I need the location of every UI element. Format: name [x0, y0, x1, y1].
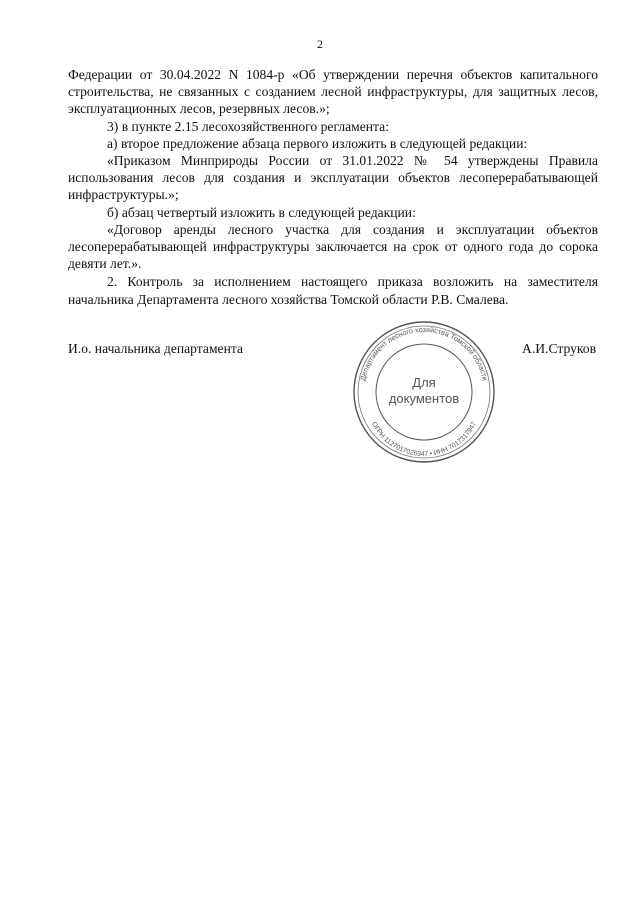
- page-number: 2: [317, 37, 323, 51]
- signatory-position: И.о. начальника департамента: [68, 341, 243, 356]
- paragraph-2: 3) в пункте 2.15 лесохозяйственного регламента:: [107, 118, 389, 134]
- paragraph-1: Федерации от 30.04.2022 N 1084-р «Об утверждении перечня объектов капитального строительства, не связанных с созданием лесной инфраструктуры, для защитных лесов, эксплуатационных лесов, резервных лесов.»;: [68, 67, 598, 117]
- paragraph-5: б) абзац четвертый изложить в следующей редакции:: [107, 204, 416, 220]
- body-text: [68, 66, 598, 308]
- stamp-center-line2: документов: [388, 391, 460, 406]
- paragraph-4: «Приказом Минприроды России от 31.01.2022 № 54 утверждены Правила использования лесов для создания и эксплуатации объектов лесоперерабатывающей инфраструктуры.»;: [68, 153, 598, 203]
- svg-text:ОГРН 1127017026347 • ИНН 70173: [370, 421, 478, 458]
- stamp-ring-text: Департамент лесного хозяйства Томской области: [358, 324, 490, 382]
- svg-text:Департамент лесного хозяйства: [358, 325, 490, 382]
- official-stamp: [350, 318, 498, 466]
- paragraph-3: а) второе предложение абзаца первого изложить в следующей редакции:: [107, 135, 528, 151]
- signatory-name: А.И.Струков: [522, 341, 596, 356]
- stamp-center-line1: Для: [412, 375, 436, 390]
- paragraph-6: «Договор аренды лесного участка для создания и эксплуатации объектов лесоперерабатывающей инфраструктуры заключается на срок от одного года до сорока девяти лет.».: [68, 221, 598, 272]
- stamp-bottom-text: ОГРН 1127017026347 • ИНН 7017317947: [369, 420, 479, 459]
- paragraph-7: 2. Контроль за исполнением настоящего приказа возложить на заместителя начальника Департамента лесного хозяйства Томской области Р.В. Смалева.: [68, 274, 598, 307]
